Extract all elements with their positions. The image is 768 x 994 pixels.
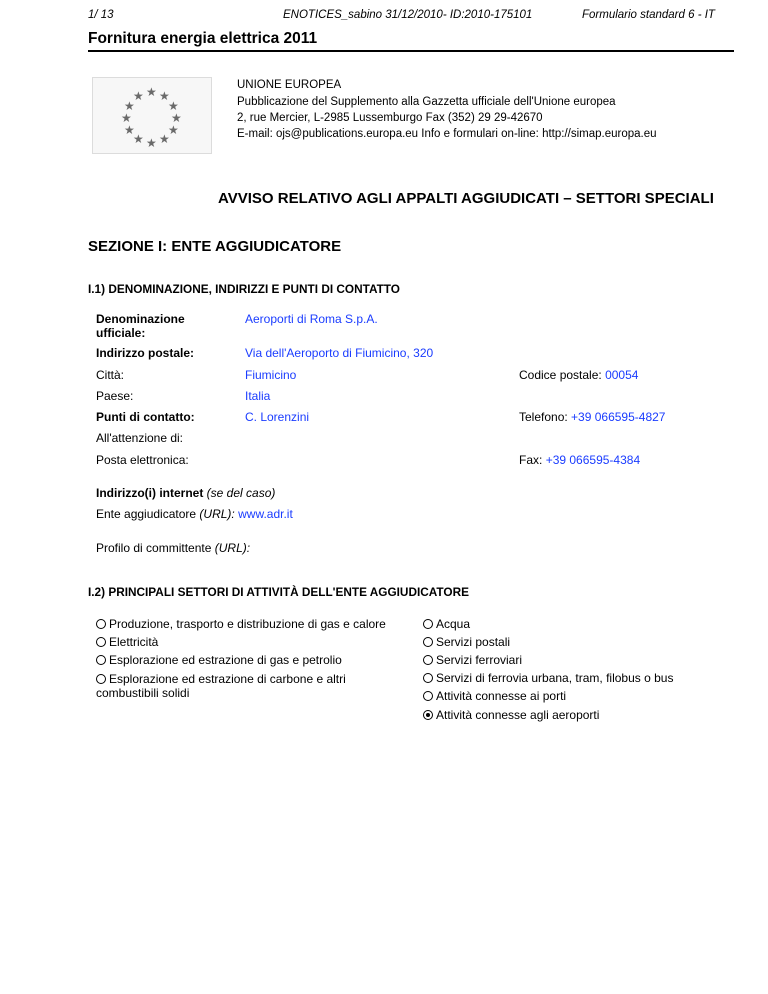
star-icon: ★ — [124, 99, 135, 113]
publisher-line: 2, rue Mercier, L-2985 Lussemburgo Fax (352) 29 29-42670 — [237, 112, 543, 124]
internet-address-label: Indirizzo(i) internet — [96, 486, 204, 500]
country-value: Italia — [245, 389, 271, 403]
star-icon: ★ — [121, 111, 132, 125]
attention-label: All'attenzione di: — [96, 431, 184, 445]
activity-option[interactable] — [423, 617, 470, 631]
official-name-label: ufficiale: — [96, 326, 146, 340]
publisher-line: Pubblicazione del Supplemento alla Gazzetta ufficiale dell'Unione europea — [237, 96, 616, 108]
country-label: Paese: — [96, 389, 134, 403]
radio-button[interactable] — [423, 691, 433, 701]
radio-button[interactable] — [423, 673, 433, 683]
form-name: Formulario standard 6 - IT — [582, 9, 715, 21]
activity-option[interactable] — [96, 617, 386, 631]
activity-option[interactable] — [423, 689, 566, 703]
postal-code-value: 00054 — [605, 368, 639, 382]
internet-address-note: (se del caso) — [206, 486, 276, 500]
radio-button[interactable] — [423, 619, 433, 629]
city-value: Fiumicino — [245, 368, 297, 382]
contact-point-value: C. Lorenzini — [245, 410, 310, 424]
activity-label: Attività connesse ai porti — [436, 689, 567, 703]
phone — [519, 410, 665, 424]
address-label: Indirizzo postale: — [96, 346, 195, 360]
fax-label: Fax: — [519, 453, 543, 467]
radio-button[interactable] — [423, 637, 433, 647]
contact-point-label: Punti di contatto: — [96, 410, 195, 424]
star-icon: ★ — [168, 123, 179, 137]
activity-option[interactable] — [423, 671, 673, 685]
document-title: Fornitura energia elettrica 2011 — [88, 30, 318, 47]
activity-option[interactable] — [423, 653, 522, 667]
page-number: 1/ 13 — [88, 9, 114, 21]
star-icon: ★ — [168, 99, 179, 113]
activity-label: Elettricità — [109, 635, 159, 649]
eu-flag-logo — [92, 77, 212, 154]
star-icon: ★ — [171, 111, 182, 125]
internet-address-heading — [96, 486, 275, 500]
buyer-profile-label: Profilo di committente — [96, 541, 212, 555]
activity-label: Esplorazione ed estrazione di carbone e altri — [109, 672, 346, 686]
activity-option[interactable] — [423, 708, 599, 722]
postal-code-label: Codice postale: — [519, 368, 602, 382]
star-icon: ★ — [124, 123, 135, 137]
activity-label-continuation: combustibili solidi — [96, 686, 190, 700]
radio-button[interactable] — [96, 637, 106, 647]
address-value: Via dell'Aeroporto di Fiumicino, 320 — [245, 346, 434, 360]
authority-url-label: Ente aggiudicatore — [96, 507, 197, 521]
activity-option[interactable] — [96, 653, 342, 667]
activity-label: Servizi postali — [436, 635, 511, 649]
city-label: Città: — [96, 368, 125, 382]
radio-button[interactable] — [423, 655, 433, 665]
star-icon: ★ — [159, 132, 170, 146]
buyer-profile-row — [96, 541, 250, 555]
url-note: (URL): — [199, 507, 235, 521]
header-rule — [88, 50, 734, 52]
official-name-label: Denominazione — [96, 312, 185, 326]
fax-value: +39 066595-4384 — [545, 453, 641, 467]
radio-button[interactable] — [96, 674, 106, 684]
email-label: Posta elettronica: — [96, 453, 189, 467]
phone-value: +39 066595-4827 — [571, 410, 666, 424]
star-icon: ★ — [159, 89, 170, 103]
authority-url-link[interactable]: www.adr.it — [238, 507, 293, 521]
postal-code — [519, 368, 638, 382]
notice-title: AVVISO RELATIVO AGLI APPALTI AGGIUDICATI – SETTORI SPECIALI — [218, 190, 714, 207]
star-icon: ★ — [146, 85, 157, 99]
subsection-title: I.2) PRINCIPALI SETTORI DI ATTIVITÀ DELL'ENTE AGGIUDICATORE — [88, 585, 469, 599]
star-icon: ★ — [146, 136, 157, 150]
activity-label: Esplorazione ed estrazione di gas e petrolio — [109, 653, 342, 667]
phone-label: Telefono: — [519, 410, 568, 424]
radio-button[interactable] — [96, 619, 106, 629]
activity-option[interactable] — [423, 635, 510, 649]
publisher-line: UNIONE EUROPEA — [237, 79, 342, 91]
star-icon: ★ — [133, 89, 144, 103]
radio-button[interactable] — [96, 655, 106, 665]
subsection-title: I.1) DENOMINAZIONE, INDIRIZZI E PUNTI DI CONTATTO — [88, 282, 400, 296]
fax — [519, 453, 640, 467]
activity-label: Servizi di ferrovia urbana, tram, filobus o bus — [436, 671, 674, 685]
official-name-value: Aeroporti di Roma S.p.A. — [245, 312, 378, 326]
publisher-line: E-mail: ojs@publications.europa.eu Info e formulari on-line: http://simap.europa.eu — [237, 128, 657, 140]
activity-label: Acqua — [436, 617, 471, 631]
section-title: SEZIONE I: ENTE AGGIUDICATORE — [88, 238, 342, 255]
activity-option[interactable] — [96, 635, 158, 649]
radio-button-selected[interactable] — [423, 710, 433, 720]
activity-option[interactable] — [96, 672, 346, 686]
activity-label: Attività connesse agli aeroporti — [436, 708, 600, 722]
url-note: (URL): — [214, 541, 251, 555]
activity-label: Servizi ferroviari — [436, 653, 523, 667]
notice-id: ENOTICES_sabino 31/12/2010- ID:2010-175101 — [283, 9, 533, 21]
star-icon: ★ — [133, 132, 144, 146]
activity-label: Produzione, trasporto e distribuzione di gas e calore — [109, 617, 386, 631]
authority-url-row — [96, 507, 293, 521]
